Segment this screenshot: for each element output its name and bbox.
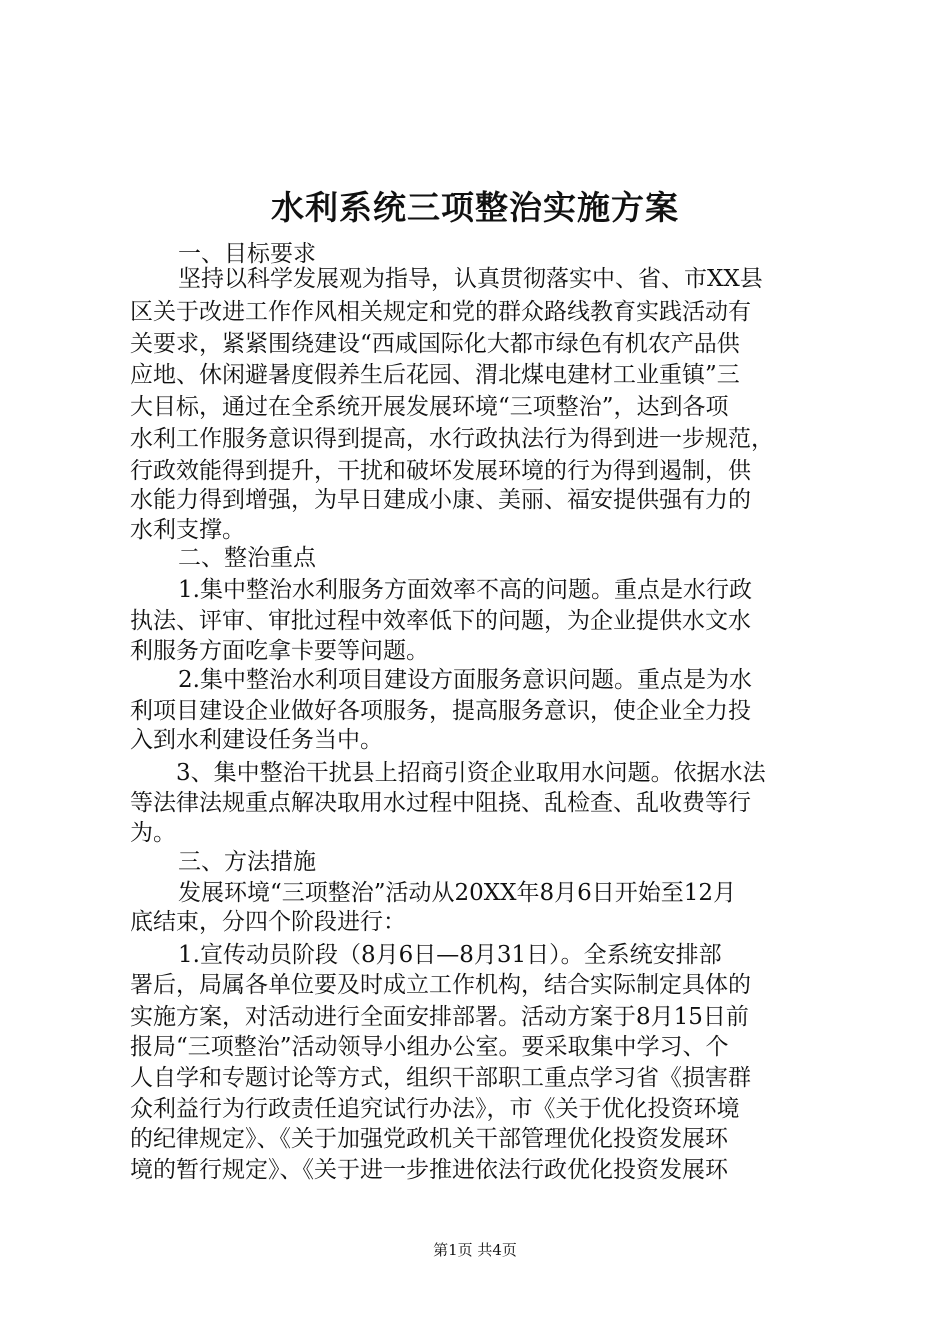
document-title: 水利系统三项整治实施方案 [271, 188, 679, 227]
body-line: 境的暂行规定》、《关于进一步推进依法行政优化投资发展环 [130, 1157, 728, 1183]
body-line: 水利工作服务意识得到提高，水行政执法行为得到进一步规范， [130, 426, 774, 452]
body-line: 2.集中整治水利项目建设方面服务意识问题。重点是为水 [178, 667, 752, 693]
body-line: 1.宣传动员阶段（8月6日—8月31日）。全系统安排部 [178, 942, 722, 968]
body-line: 发展环境“三项整治”活动从20XX年8月6日开始至12月 [178, 880, 737, 906]
body-line: 3、集中整治干扰县上招商引资企业取用水问题。依据水法 [176, 760, 766, 786]
body-line: 利项目建设企业做好各项服务，提高服务意识，使企业全力投 [130, 698, 751, 724]
body-line: 应地、休闲避暑度假养生后花园、渭北煤电建材工业重镇”三 [130, 362, 740, 388]
heading-1: 一、目标要求 [178, 241, 316, 267]
body-line: 署后，局属各单位要及时成立工作机构，结合实际制定具体的 [130, 972, 751, 998]
body-line: 等法律法规重点解决取用水过程中阻挠、乱检查、乱收费等行 [130, 790, 751, 816]
body-line: 关要求，紧紧围绕建设“西咸国际化大都市绿色有机农产品供 [130, 331, 740, 357]
body-line: 众利益行为行政责任追究试行办法》，市《关于优化投资环境 [130, 1096, 740, 1122]
body-line: 大目标，通过在全系统开展发展环境“三项整治”，达到各项 [130, 394, 729, 420]
heading-2: 二、整治重点 [178, 545, 316, 571]
body-line: 水利支撑。 [130, 517, 245, 543]
body-line: 水能力得到增强，为早日建成小康、美丽、福安提供强有力的 [130, 487, 751, 513]
body-line: 报局“三项整治”活动领导小组办公室。要采取集中学习、个 [130, 1034, 729, 1060]
body-line: 利服务方面吃拿卡要等问题。 [130, 638, 429, 664]
page-footer: 第1页 共4页 [433, 1241, 517, 1259]
body-line: 执法、评审、审批过程中效率低下的问题，为企业提供水文水 [130, 608, 751, 634]
body-line: 区关于改进工作作风相关规定和党的群众路线教育实践活动有 [130, 299, 751, 325]
body-line: 底结束，分四个阶段进行： [130, 909, 406, 935]
heading-3: 三、方法措施 [178, 849, 316, 875]
body-line: 坚持以科学发展观为指导，认真贯彻落实中、省、市XX县 [178, 266, 763, 292]
body-line: 人自学和专题讨论等方式，组织干部职工重点学习省《损害群 [130, 1065, 751, 1091]
body-line: 行政效能得到提升，干扰和破坏发展环境的行为得到遏制，供 [130, 458, 751, 484]
body-line: 为。 [130, 820, 176, 846]
body-line: 实施方案，对活动进行全面安排部署。活动方案于8月15日前 [130, 1004, 749, 1030]
body-line: 1.集中整治水利服务方面效率不高的问题。重点是水行政 [178, 577, 752, 603]
body-line: 入到水利建设任务当中。 [130, 727, 383, 753]
body-line: 的纪律规定》、《关于加强党政机关干部管理优化投资发展环 [130, 1126, 728, 1152]
